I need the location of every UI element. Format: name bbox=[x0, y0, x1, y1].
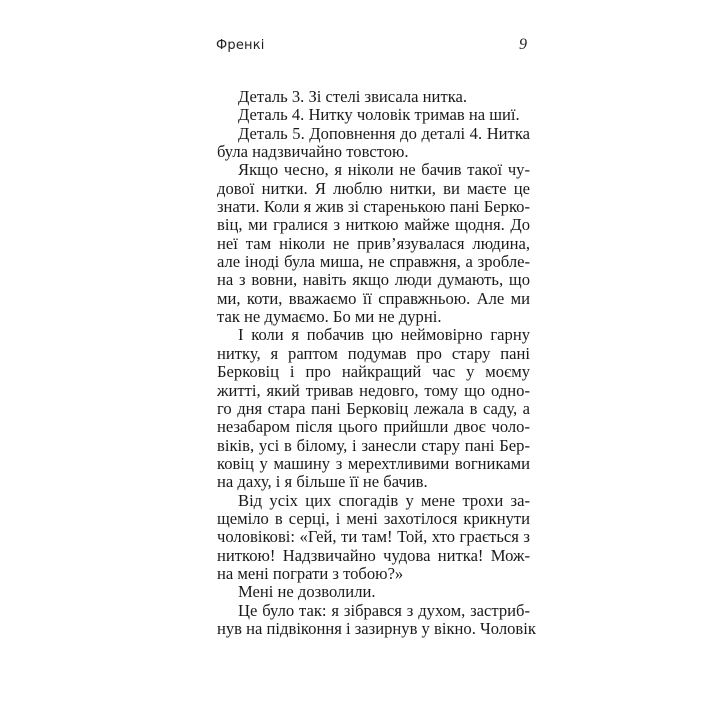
text-line: на даху, і я більше її не бачив. bbox=[217, 472, 428, 492]
text-line: щеміло в серці, і мені захотілося крикнути bbox=[217, 508, 530, 528]
text-line: ковіц у машину з мерехтливими вогниками bbox=[217, 453, 530, 473]
text-line: дової нитки. Я люблю нитки, ви маєте це bbox=[217, 178, 530, 198]
text-line: чоловікові: «Гей, ти там! Той, хто грається з bbox=[217, 527, 530, 547]
text-line: Деталь 5. Доповнення до деталі 4. Нитка bbox=[238, 123, 530, 143]
text-line: була надзвичайно товстою. bbox=[217, 142, 409, 162]
text-line: нув на підвіконня і зазирнув у вікно. Чоловік bbox=[217, 618, 536, 638]
text-line: ниткою! Надзвичайно чудова нитка! Мож- bbox=[217, 545, 530, 565]
text-line: І коли я побачив цю неймовірно гарну bbox=[238, 325, 530, 345]
text-line: Деталь 4. Нитку чоловік тримав на шиї. bbox=[238, 105, 520, 125]
text-line: але іноді була миша, не справжня, а зробле- bbox=[217, 252, 530, 272]
text-line: ми, коти, вважаємо її справжньою. Але ми bbox=[217, 288, 530, 308]
text-line: на мені пограти з тобою?» bbox=[217, 563, 404, 583]
text-line: Це було так: я зібрався з духом, застриб- bbox=[238, 600, 530, 620]
text-line: Від усіх цих спогадів у мене трохи за- bbox=[238, 490, 530, 510]
running-head-title: Френкі bbox=[216, 38, 265, 53]
text-line: на з вовни, навіть якщо люди думають, що bbox=[217, 270, 530, 290]
text-line: Якщо чесно, я ніколи не бачив такої чу- bbox=[238, 160, 530, 180]
text-line: го дня стара пані Берковіц лежала в саду, а bbox=[217, 398, 530, 418]
text-line: так не думаємо. Бо ми не дурні. bbox=[217, 307, 442, 327]
text-line: віц, ми гралися з ниткою майже щодня. До bbox=[217, 215, 530, 235]
text-line: нитку, я раптом подумав про стару пані bbox=[217, 343, 530, 363]
text-line: житті, який тривав недовго, тому що одно- bbox=[217, 380, 530, 400]
text-line: незабаром після цього прийшли двоє чоло- bbox=[217, 417, 530, 437]
text-line: Берковіц і про найкращий час у моєму bbox=[217, 362, 530, 382]
text-line: Мені не дозволили. bbox=[238, 582, 376, 602]
page-number: 9 bbox=[519, 36, 527, 53]
text-line: Деталь 3. Зі стелі звисала нитка. bbox=[238, 87, 468, 106]
text-line: знати. Коли я жив зі старенькою пані Берко- bbox=[217, 197, 530, 217]
body-text bbox=[217, 87, 536, 638]
text-line: віків, усі в білому, і занесли стару пані Бер- bbox=[217, 435, 530, 455]
text-line: неї там ніколи не прив’язувалася людина, bbox=[217, 233, 530, 253]
